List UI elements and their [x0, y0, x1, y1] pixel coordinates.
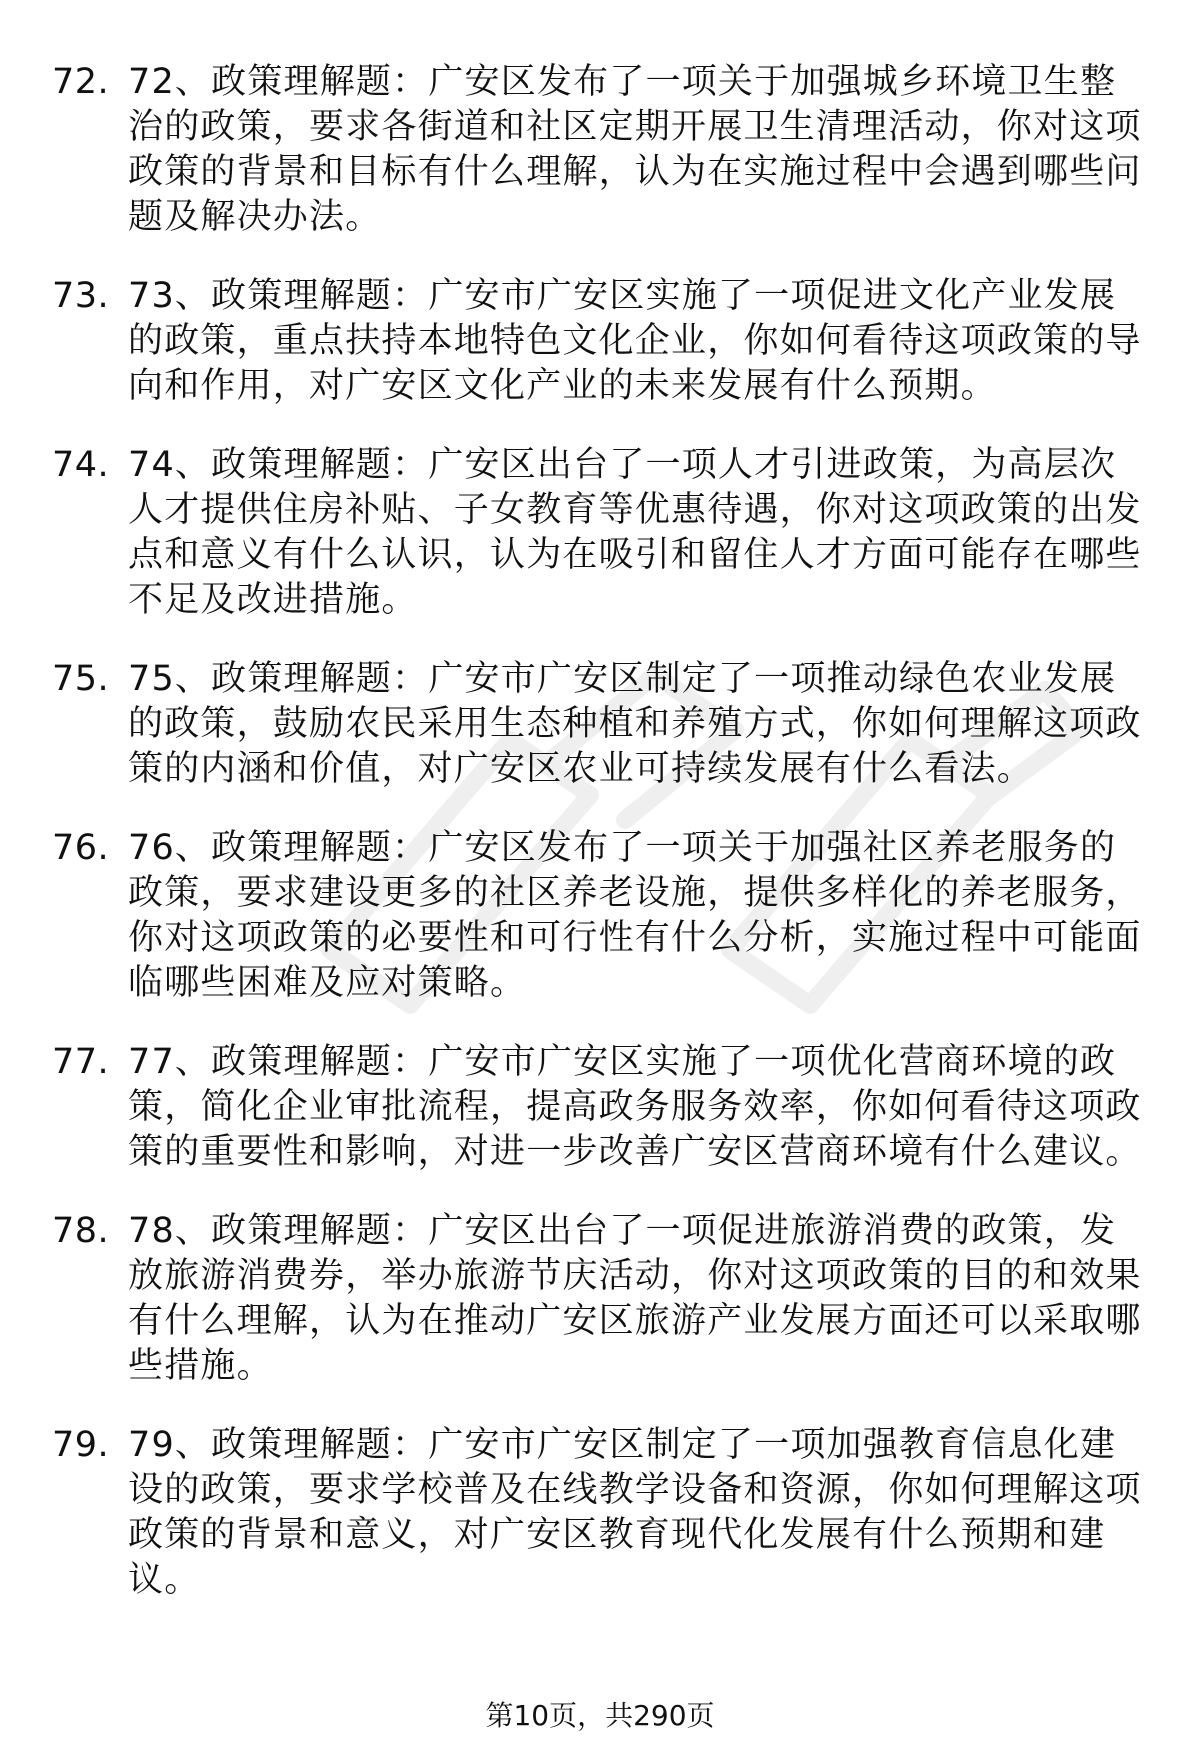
question-item-77 — [52, 1040, 1152, 1175]
question-number: 73. — [52, 276, 110, 316]
question-item-72 — [52, 60, 1152, 240]
question-item-74 — [52, 443, 1152, 623]
question-text: 78、政策理解题：广安区出台了一项促进旅游消费的政策，发放旅游消费券，举办旅游节庆活动，你对这项政策的目的和效果有什么理解，认为在推动广安区旅游产业发展方面还可以采取哪些措施。 — [128, 1211, 1142, 1386]
question-number: 74. — [52, 445, 110, 485]
question-number: 72. — [52, 62, 110, 102]
question-item-78 — [52, 1209, 1152, 1389]
question-text: 79、政策理解题：广安市广安区制定了一项加强教育信息化建设的政策，要求学校普及在线教学设备和资源，你如何理解这项政策的背景和意义，对广安区教育现代化发展有什么预期和建议。 — [128, 1425, 1142, 1600]
question-text: 77、政策理解题：广安市广安区实施了一项优化营商环境的政策，简化企业审批流程，提高政务服务效率，你如何看待这项政策的重要性和影响，对进一步改善广安区营商环境有什么建议。 — [128, 1042, 1142, 1172]
question-text: 76、政策理解题：广安区发布了一项关于加强社区养老服务的政策，要求建设更多的社区养老设施，提供多样化的养老服务，你对这项政策的必要性和可行性有什么分析，实施过程中可能面临哪些困难及应对策略。 — [128, 828, 1142, 1003]
question-text: 72、政策理解题：广安区发布了一项关于加强城乡环境卫生整治的政策，要求各街道和社区定期开展卫生清理活动，你对这项政策的背景和目标有什么理解，认为在实施过程中会遇到哪些问题及解决办法。 — [128, 62, 1142, 237]
question-number: 76. — [52, 828, 110, 868]
question-text: 74、政策理解题：广安区出台了一项人才引进政策，为高层次人才提供住房补贴、子女教育等优惠待遇，你对这项政策的出发点和意义有什么认识，认为在吸引和留住人才方面可能存在哪些不足及改进措施。 — [128, 445, 1142, 620]
question-item-79 — [52, 1423, 1152, 1603]
page-number-footer: 第10页，共290页 — [485, 1699, 715, 1732]
question-number: 78. — [52, 1211, 110, 1251]
question-text: 75、政策理解题：广安市广安区制定了一项推动绿色农业发展的政策，鼓励农民采用生态种植和养殖方式，你如何理解这项政策的内涵和价值，对广安区农业可持续发展有什么看法。 — [128, 659, 1142, 789]
question-number: 79. — [52, 1425, 110, 1465]
question-text: 73、政策理解题：广安市广安区实施了一项促进文化产业发展的政策，重点扶持本地特色文化企业，你如何看待这项政策的导向和作用，对广安区文化产业的未来发展有什么预期。 — [128, 276, 1142, 406]
question-item-76 — [52, 826, 1152, 1006]
question-list — [52, 60, 1152, 1637]
question-number: 77. — [52, 1042, 110, 1082]
question-number: 75. — [52, 659, 110, 699]
question-item-75 — [52, 657, 1152, 792]
question-item-73 — [52, 274, 1152, 409]
